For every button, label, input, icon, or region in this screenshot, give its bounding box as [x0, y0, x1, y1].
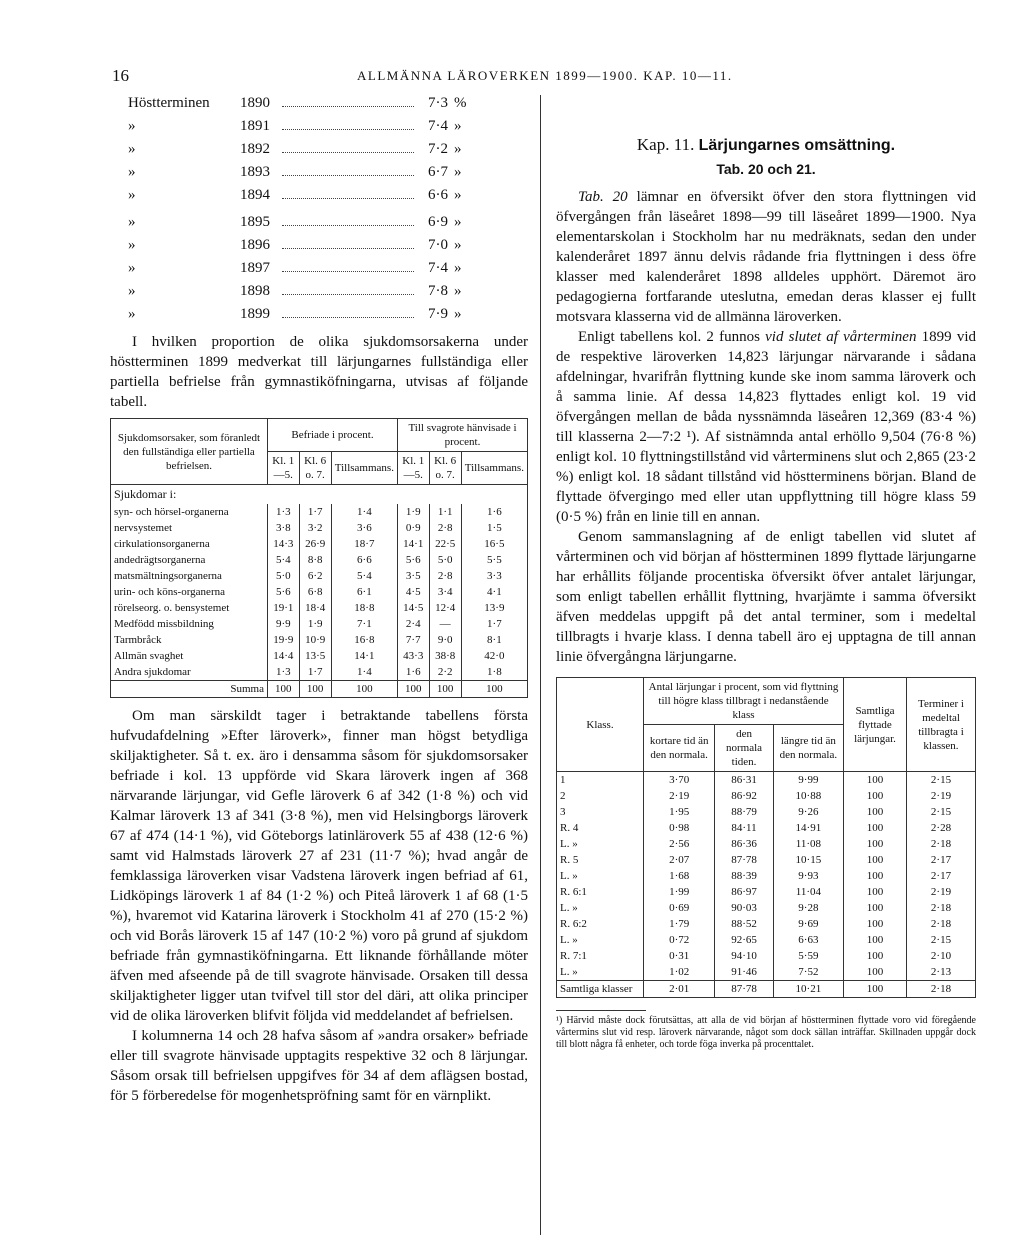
cell: 26·9 — [299, 536, 331, 552]
cell: 43·3 — [397, 648, 429, 664]
col-head-cause: Sjukdomsorsaker, som föranledt den fullständiga eller partiella befrielsen. — [111, 419, 268, 485]
row-label: R. 7:1 — [557, 948, 644, 964]
row-label: R. 4 — [557, 820, 644, 836]
cell: 4·5 — [397, 584, 429, 600]
cell: 1·99 — [644, 884, 715, 900]
cell: 16·8 — [331, 632, 397, 648]
cell: 12·4 — [429, 600, 461, 616]
cell: 9·93 — [773, 868, 843, 884]
cell: 42·0 — [461, 648, 527, 664]
cell: 3·8 — [268, 520, 300, 536]
row-label: L. » — [557, 868, 644, 884]
cell: 19·9 — [268, 632, 300, 648]
cell: 2·28 — [907, 820, 976, 836]
footnote: ¹) Härvid måste dock förutsättas, att alla de vid början af höstterminen flyttade voro vid föregående vårtermins slut vid resp. läroverk närvarande, något som dock sällan inträffar. Skillnaden uppgår dock till blott några få enheter, och torde föga inverka på procenttalet. — [556, 1015, 976, 1050]
row-label: L. » — [557, 900, 644, 916]
chapter-number: Kap. 11. — [636, 135, 695, 154]
leader-dots — [282, 215, 414, 226]
year-row-year: 1896 — [240, 237, 270, 253]
sum-value: 100 — [299, 681, 331, 698]
col-head-referred: Till svagrote hänvisade i procent. — [397, 419, 527, 452]
cell: 100 — [844, 852, 907, 868]
footnote-rule — [556, 1010, 646, 1011]
cell: 2·15 — [907, 772, 976, 789]
year-row-label: » — [128, 164, 136, 180]
total-label: Samtliga klasser — [557, 981, 644, 998]
table-row — [557, 932, 976, 948]
row-label: 2 — [557, 788, 644, 804]
cell: 9·69 — [773, 916, 843, 932]
leader-dots — [282, 261, 414, 272]
year-row-year: 1897 — [240, 260, 270, 276]
table-row — [557, 964, 976, 981]
column-divider — [540, 95, 541, 1235]
cell: 9·0 — [429, 632, 461, 648]
table-row — [557, 900, 976, 916]
year-row-value: 6·7 — [428, 164, 448, 180]
cell: 2·15 — [907, 932, 976, 948]
cell: 100 — [844, 820, 907, 836]
cell: 7·7 — [397, 632, 429, 648]
cell: 84·11 — [715, 820, 773, 836]
cell: 100 — [844, 772, 907, 789]
cell: 38·8 — [429, 648, 461, 664]
row-label: R. 6:1 — [557, 884, 644, 900]
cell: 3·70 — [644, 772, 715, 789]
cell: 14·3 — [268, 536, 300, 552]
cell: 91·46 — [715, 964, 773, 981]
cell: 6·8 — [299, 584, 331, 600]
cell: 18·4 — [299, 600, 331, 616]
cell: 88·52 — [715, 916, 773, 932]
year-row-unit: » — [454, 164, 462, 180]
cell: 2·13 — [907, 964, 976, 981]
total-cell: 2·01 — [644, 981, 715, 998]
cell: 9·28 — [773, 900, 843, 916]
cell: 1·4 — [331, 504, 397, 520]
total-cell: 2·18 — [907, 981, 976, 998]
table-row — [111, 568, 528, 584]
table-row — [557, 804, 976, 820]
total-cell: 100 — [844, 981, 907, 998]
cell: 6·63 — [773, 932, 843, 948]
cell: 86·97 — [715, 884, 773, 900]
sum-value: 100 — [268, 681, 300, 698]
cell: 100 — [844, 916, 907, 932]
year-row-label: » — [128, 187, 136, 203]
cell: 94·10 — [715, 948, 773, 964]
year-row — [128, 187, 528, 210]
row-label: R. 5 — [557, 852, 644, 868]
illness-table — [110, 418, 528, 698]
sum-value: 100 — [461, 681, 527, 698]
cell: 3·4 — [429, 584, 461, 600]
leader-dots — [282, 238, 414, 249]
col-head-exempt: Befriade i procent. — [268, 419, 398, 452]
sub-head: längre tid än den normala. — [773, 725, 843, 772]
cell: 2·17 — [907, 868, 976, 884]
table-ref-lead: Tab. 20 — [578, 189, 628, 205]
page-header — [112, 66, 942, 90]
year-row-unit: » — [454, 283, 462, 299]
cell: 14·91 — [773, 820, 843, 836]
table-row — [557, 852, 976, 868]
row-label: 1 — [557, 772, 644, 789]
year-row-unit: » — [454, 118, 462, 134]
cell: 5·5 — [461, 552, 527, 568]
row-label: urin- och köns-organerna — [111, 584, 268, 600]
row-label: Andra sjukdomar — [111, 664, 268, 681]
cell: 18·8 — [331, 600, 397, 616]
year-row-unit: » — [454, 187, 462, 203]
row-label: 3 — [557, 804, 644, 820]
year-row-value: 7·0 — [428, 237, 448, 253]
cell: 1·8 — [461, 664, 527, 681]
table-row — [111, 616, 528, 632]
cell: 6·2 — [299, 568, 331, 584]
sub-head: Tillsammans. — [331, 452, 397, 485]
leader-dots — [282, 165, 414, 176]
cell: 1·6 — [397, 664, 429, 681]
cell: 0·9 — [397, 520, 429, 536]
cell: 100 — [844, 900, 907, 916]
year-row-label: » — [128, 141, 136, 157]
cell: 6·6 — [331, 552, 397, 568]
sum-value: 100 — [429, 681, 461, 698]
leader-dots — [282, 284, 414, 295]
cell: 90·03 — [715, 900, 773, 916]
cell: 88·39 — [715, 868, 773, 884]
body-paragraph: Genom sammanslagning af de enligt tabellen vid slutet af vårterminen och vid början af höstterminen 1899 flyttade lärjungarne har erhållits följande procentiska öfversikt öfver antalet lärjungar, som enligt tabellen erhållit flyttning, hvarjämte i samma öfversikt äfven meddelas uppgift på det antal terminer, som i medeltal tillbragts i hvarje klass. I denna tabell äro ej upptagna de till annan linie öfvergångna lärjungarne. — [556, 529, 976, 665]
cell: 2·18 — [907, 900, 976, 916]
sub-head: Kl. 1—5. — [268, 452, 300, 485]
cell: 2·19 — [907, 884, 976, 900]
cell: 2·18 — [907, 836, 976, 852]
cell: 1·7 — [461, 616, 527, 632]
cell: 1·3 — [268, 664, 300, 681]
year-row-unit: » — [454, 306, 462, 322]
cell: 1·68 — [644, 868, 715, 884]
cell: 22·5 — [429, 536, 461, 552]
cell: 5·6 — [268, 584, 300, 600]
cell: 1·02 — [644, 964, 715, 981]
body-paragraph: Tab. 20 lämnar en öfversikt öfver den stora flyttningen vid öfvergången från läseåret 1898—99 till läseåret 1899—1900. Nya elementarskolan i Stockholm har nu medräknats, sedan den under kalenderåret 1897 ännu delvis rådande fria flyttningen i dess öfre klasser med kalenderåret 1898 alldeles upphört. Däremot äro pedagogierna fortfarande uteslutna, emedan deras klasser ej fullt motsvara klasserna vid de allmänna läroverken. — [556, 189, 977, 325]
year-row-label: » — [128, 283, 136, 299]
col-head-percent: Antal lärjungar i procent, som vid flyttning till högre klass tillbragt i nedanstående klass — [644, 678, 844, 725]
cell: 10·88 — [773, 788, 843, 804]
cell: 19·1 — [268, 600, 300, 616]
illness-table-body — [111, 485, 528, 681]
cell: 100 — [844, 932, 907, 948]
autumn-term-list — [128, 95, 528, 329]
year-row — [128, 214, 528, 237]
left-column — [110, 95, 528, 1106]
cell: 4·1 — [461, 584, 527, 600]
row-label: L. » — [557, 932, 644, 948]
sum-row — [111, 681, 528, 698]
leader-dots — [282, 96, 414, 107]
cell: 2·4 — [397, 616, 429, 632]
cell: 2·56 — [644, 836, 715, 852]
page-number: 16 — [112, 66, 129, 85]
year-row-year: 1890 — [240, 95, 270, 111]
col-head-all: Samtliga flyttade lärjungar. — [844, 678, 907, 772]
cell: 88·79 — [715, 804, 773, 820]
cell: 11·08 — [773, 836, 843, 852]
year-row-year: 1898 — [240, 283, 270, 299]
year-row-unit: » — [454, 237, 462, 253]
year-row-year: 1893 — [240, 164, 270, 180]
cell: 1·3 — [268, 504, 300, 520]
year-row-value: 7·2 — [428, 141, 448, 157]
cell: 3·2 — [299, 520, 331, 536]
col-head-class: Klass. — [557, 678, 644, 772]
sum-value: 100 — [397, 681, 429, 698]
cell: 11·04 — [773, 884, 843, 900]
year-row — [128, 306, 528, 329]
table-row — [111, 664, 528, 681]
cell: 2·19 — [907, 788, 976, 804]
body-paragraph: Enligt tabellens kol. 2 funnos vid slutet af vårterminen 1899 vid de respektive läroverken 14,823 lärjungar närvarande i sådana afdelningar, hvarifrån flyttning kunde ske inom samma läroverk och å samma linie. Af dessa 14,823 flyttades enligt kol. 19 vid öfvergången mellan de båda nyssnämnda läseåren 12,369 (83·4 %) till klasserna 2—7:2 ¹). Af sistnämnda antal erhöllo 9,504 (76·8 %) enligt kol. 10 flyttningstillstånd vid vårterminens slut och 2,865 (23·2 %) enligt kol. 18 sådant tillstånd vid höstterminens början. Bland de flyttade öfvergingo med eller utan uppflyttning till högre klass 59 (0·5 %) från en linie till en annan. — [556, 329, 976, 525]
year-row-value: 7·4 — [428, 260, 448, 276]
cell: 100 — [844, 964, 907, 981]
cell: 5·0 — [268, 568, 300, 584]
cell: 2·18 — [907, 916, 976, 932]
table-row — [557, 788, 976, 804]
cell: 13·5 — [299, 648, 331, 664]
year-row — [128, 237, 528, 260]
cell: 18·7 — [331, 536, 397, 552]
promotion-table — [556, 677, 976, 998]
cell: 1·6 — [461, 504, 527, 520]
sub-head: kortare tid än den normala. — [644, 725, 715, 772]
cell: 3·3 — [461, 568, 527, 584]
row-label: Tarmbråck — [111, 632, 268, 648]
cell: 2·8 — [429, 568, 461, 584]
year-row-unit: » — [454, 214, 462, 230]
cell: 92·65 — [715, 932, 773, 948]
sum-value: 100 — [331, 681, 397, 698]
sub-head: den normala tiden. — [715, 725, 773, 772]
year-row — [128, 260, 528, 283]
cell: 86·36 — [715, 836, 773, 852]
row-label: Allmän svaghet — [111, 648, 268, 664]
year-row-value: 6·6 — [428, 187, 448, 203]
cell: 1·1 — [429, 504, 461, 520]
table-row — [111, 520, 528, 536]
sub-head: Kl. 1—5. — [397, 452, 429, 485]
year-row — [128, 283, 528, 306]
year-row-value: 6·9 — [428, 214, 448, 230]
cell: 0·72 — [644, 932, 715, 948]
cell: 2·10 — [907, 948, 976, 964]
cell: 5·59 — [773, 948, 843, 964]
row-label: nervsystemet — [111, 520, 268, 536]
table-row — [557, 868, 976, 884]
year-row-unit: » — [454, 260, 462, 276]
cell: 6·1 — [331, 584, 397, 600]
year-row-year: 1894 — [240, 187, 270, 203]
year-row-year: 1891 — [240, 118, 270, 134]
cell: 2·17 — [907, 852, 976, 868]
running-title: ALLMÄNNA LÄROVERKEN 1899—1900. KAP. 10—11. — [357, 68, 733, 83]
row-label: L. » — [557, 836, 644, 852]
cell: 5·4 — [331, 568, 397, 584]
table-row — [111, 504, 528, 520]
sub-head: Kl. 6 o. 7. — [299, 452, 331, 485]
cell: 9·9 — [268, 616, 300, 632]
section-label: Sjukdomar i: — [111, 485, 528, 505]
row-label: Medfödd missbildning — [111, 616, 268, 632]
leader-dots — [282, 307, 414, 318]
table-row — [557, 916, 976, 932]
cell: 0·98 — [644, 820, 715, 836]
body-paragraph: Om man särskildt tager i betraktande tabellens första hufvudafdelning »Efter läroverk», finner man högst betydliga skiljaktigheter. Så t. ex. äro i densamma såsom för sjukdomsorsaker befriade i kol. 13 uppförde vid Skara läroverk ingen af 368 närvarande lärjungar, vid Gefle läroverk 6 af 342 (1·8 %) och vid Kalmar läroverk 13 af 341 (3·8 %), men vid Helsingborgs läroverk 67 af 474 (14·1 %), vid Göteborgs latinläroverk 55 af 438 (12·6 %) samt vid Halmstads läroverk 27 af 231 (11·7 %); hvad angår de femklassiga läroverken visar Vadstena läroverk ingen befriad af 61, Lidköpings läroverk 1 af 84 (1·2 %) och Piteå läroverk 1 af 68 (1·5 %), hvaremot vid Katarina läroverk i Stockholm 41 af 270 (15·2 %) och vid Borås läroverk 15 af 147 (10·2 %) voro på grund af sjukdom befriade från gymnastiköfningarna. Ett liknande förhållande möter äfven med afseende på de till svagrote hänvisade. Orsaken till dessa skiljaktigheter ligger utan tvifvel till stor del däri, att olika principer vid de olika läroverken blifvit följda vid meddelandet af befrielsen. — [110, 708, 528, 1024]
year-row-label: » — [128, 118, 136, 134]
table-row — [557, 772, 976, 789]
cell: 14·1 — [331, 648, 397, 664]
cell: 5·0 — [429, 552, 461, 568]
year-row-value: 7·3 — [428, 95, 448, 111]
total-cell: 87·78 — [715, 981, 773, 998]
cell: 14·4 — [268, 648, 300, 664]
row-label: R. 6:2 — [557, 916, 644, 932]
cell: 1·95 — [644, 804, 715, 820]
year-row-year: 1892 — [240, 141, 270, 157]
year-row — [128, 95, 528, 118]
year-row-label: » — [128, 214, 136, 230]
cell: 100 — [844, 804, 907, 820]
row-label: matsmältningsorganerna — [111, 568, 268, 584]
cell: 5·4 — [268, 552, 300, 568]
intro-paragraph: I hvilken proportion de olika sjukdomsorsakerna under höstterminen 1899 medverkat till lärjungarnes fullständiga eller partiella befrielse från gymnastiköfningarna, utvisas af följande tabell. — [110, 334, 528, 410]
cell: 100 — [844, 836, 907, 852]
cell: 7·1 — [331, 616, 397, 632]
cell: 5·6 — [397, 552, 429, 568]
cell: 1·4 — [331, 664, 397, 681]
cell: 1·5 — [461, 520, 527, 536]
year-row-year: 1895 — [240, 214, 270, 230]
sum-label: Summa — [111, 681, 268, 698]
cell: 0·69 — [644, 900, 715, 916]
row-label: cirkulationsorganerna — [111, 536, 268, 552]
table-row — [111, 600, 528, 616]
row-label: andedrägtsorganerna — [111, 552, 268, 568]
table-row — [557, 836, 976, 852]
cell: — — [429, 616, 461, 632]
cell: 9·26 — [773, 804, 843, 820]
cell: 100 — [844, 884, 907, 900]
table-row — [111, 584, 528, 600]
row-label: L. » — [557, 964, 644, 981]
table-reference: Tab. 20 och 21. — [716, 161, 816, 177]
year-row-label: » — [128, 306, 136, 322]
table-row — [111, 632, 528, 648]
cell: 1·7 — [299, 664, 331, 681]
table-row — [111, 552, 528, 568]
cell: 3·6 — [331, 520, 397, 536]
cell: 86·92 — [715, 788, 773, 804]
cell: 3·5 — [397, 568, 429, 584]
promotion-table-body — [557, 772, 976, 981]
cell: 87·78 — [715, 852, 773, 868]
leader-dots — [282, 188, 414, 199]
cell: 16·5 — [461, 536, 527, 552]
year-row — [128, 164, 528, 187]
cell: 100 — [844, 788, 907, 804]
year-row-value: 7·8 — [428, 283, 448, 299]
cell: 86·31 — [715, 772, 773, 789]
table-row — [557, 884, 976, 900]
cell: 7·52 — [773, 964, 843, 981]
right-column — [556, 95, 976, 1051]
leader-dots — [282, 142, 414, 153]
cell: 1·79 — [644, 916, 715, 932]
year-row — [128, 141, 528, 164]
table-row — [557, 820, 976, 836]
cell: 100 — [844, 868, 907, 884]
cell: 8·1 — [461, 632, 527, 648]
sub-head: Kl. 6 o. 7. — [429, 452, 461, 485]
year-row-label: » — [128, 260, 136, 276]
year-row-label: Höstterminen — [128, 95, 210, 111]
year-row-unit: » — [454, 141, 462, 157]
cell: 1·7 — [299, 504, 331, 520]
cell: 1·9 — [299, 616, 331, 632]
cell: 9·99 — [773, 772, 843, 789]
row-label: rörelseorg. o. bensystemet — [111, 600, 268, 616]
cell: 2·07 — [644, 852, 715, 868]
year-row-year: 1899 — [240, 306, 270, 322]
cell: 13·9 — [461, 600, 527, 616]
year-row — [128, 118, 528, 141]
chapter-heading — [556, 135, 976, 155]
table-row — [111, 648, 528, 664]
cell: 14·1 — [397, 536, 429, 552]
cell: 8·8 — [299, 552, 331, 568]
cell: 2·8 — [429, 520, 461, 536]
cell: 2·19 — [644, 788, 715, 804]
cell: 14·5 — [397, 600, 429, 616]
row-label: syn- och hörsel-organerna — [111, 504, 268, 520]
table-row — [557, 948, 976, 964]
cell: 2·15 — [907, 804, 976, 820]
cell: 100 — [844, 948, 907, 964]
cell: 1·9 — [397, 504, 429, 520]
cell: 10·15 — [773, 852, 843, 868]
sub-head: Tillsammans. — [461, 452, 527, 485]
cell: 10·9 — [299, 632, 331, 648]
body-paragraph: I kolumnerna 14 och 28 hafva såsom af »andra orsaker» befriade eller till svagrote hänvisade upptagits respektive 32 och 8 lärjungar. Såsom orsak till befrielsen uppgifves för 34 af dem aflägsen bostad, för 5 förberedelse för mogenhetspröfning samt för en värnplikt. — [110, 1028, 528, 1104]
col-head-terms: Terminer i medeltal tillbragta i klassen. — [907, 678, 976, 772]
chapter-title: Lärjungarnes omsättning. — [698, 137, 896, 154]
cell: 2·2 — [429, 664, 461, 681]
year-row-label: » — [128, 237, 136, 253]
total-row — [557, 981, 976, 998]
year-row-unit: % — [454, 95, 467, 111]
year-row-value: 7·9 — [428, 306, 448, 322]
cell: 0·31 — [644, 948, 715, 964]
total-cell: 10·21 — [773, 981, 843, 998]
table-row — [111, 536, 528, 552]
leader-dots — [282, 119, 414, 130]
year-row-value: 7·4 — [428, 118, 448, 134]
